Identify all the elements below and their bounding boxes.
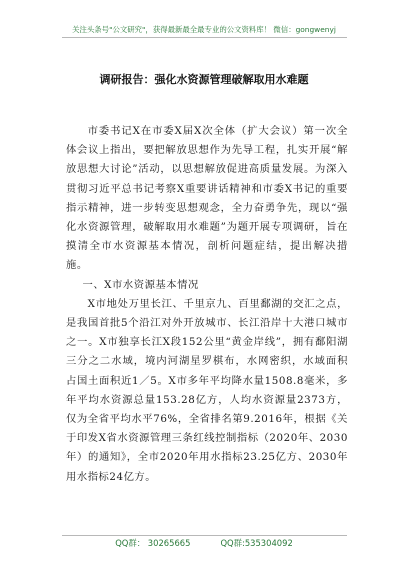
footer — [0, 537, 408, 549]
section-heading: 一、X市水资源基本情况 — [82, 278, 199, 291]
header-banner: 关注头条号"公文研究"，获得最新最全最专业的公文资料库！ 微信：gongwenyj — [72, 25, 336, 34]
intro-paragraph: 市委书记X在市委X届X次全体（扩大会议）第一次全体会议上指出，要把解放思想作为先导工程，扎实开展“解放思想大讨论”活动，以思想解放促进高质量发展。为深入贯彻习近平总书记考察X重要讲话精神和市委X书记的重要指示精神，进一步转变思想观念，全力奋勇争先，现以“强化水资源管理，破解取用水难题”为题开展专项调研，旨在摸清全市水资源基本情况，剖析问题症结，提出解决措施。 — [66, 125, 348, 272]
document-body — [66, 122, 348, 487]
footer-qq-group-2: QQ群:535304092 — [220, 538, 293, 548]
footer-divider — [62, 535, 347, 536]
body-paragraph: X市地处万里长江、千里京九、百里鄱湖的交汇之点，是我国首批5个沿江对外开放城市、长江沿岸十大港口城市之一。X市独享长江X段152公里“黄金岸线”，拥有鄱阳湖三分之二水域，境内河湖星罗棋布，水网密织，水域面积占国土面积近1／5。X市多年平均降水量1508.8毫米，多年平均水资源总量153.28亿方，人均水资源量2373方，仅为全省平均水平76%，全省排名第9.2016年，根据《关于印发X省水资源管理三条红线控制指标（2020年、2030年）的通知》，全市2020年用水指标23.25亿方、2030年用水指标24亿方。 — [66, 297, 348, 483]
document-title: 调研报告：强化水资源管理破解取用水难题 — [99, 73, 309, 86]
header-divider — [62, 37, 347, 38]
footer-qq-group-1: QQ群： 30265665 — [115, 538, 191, 548]
